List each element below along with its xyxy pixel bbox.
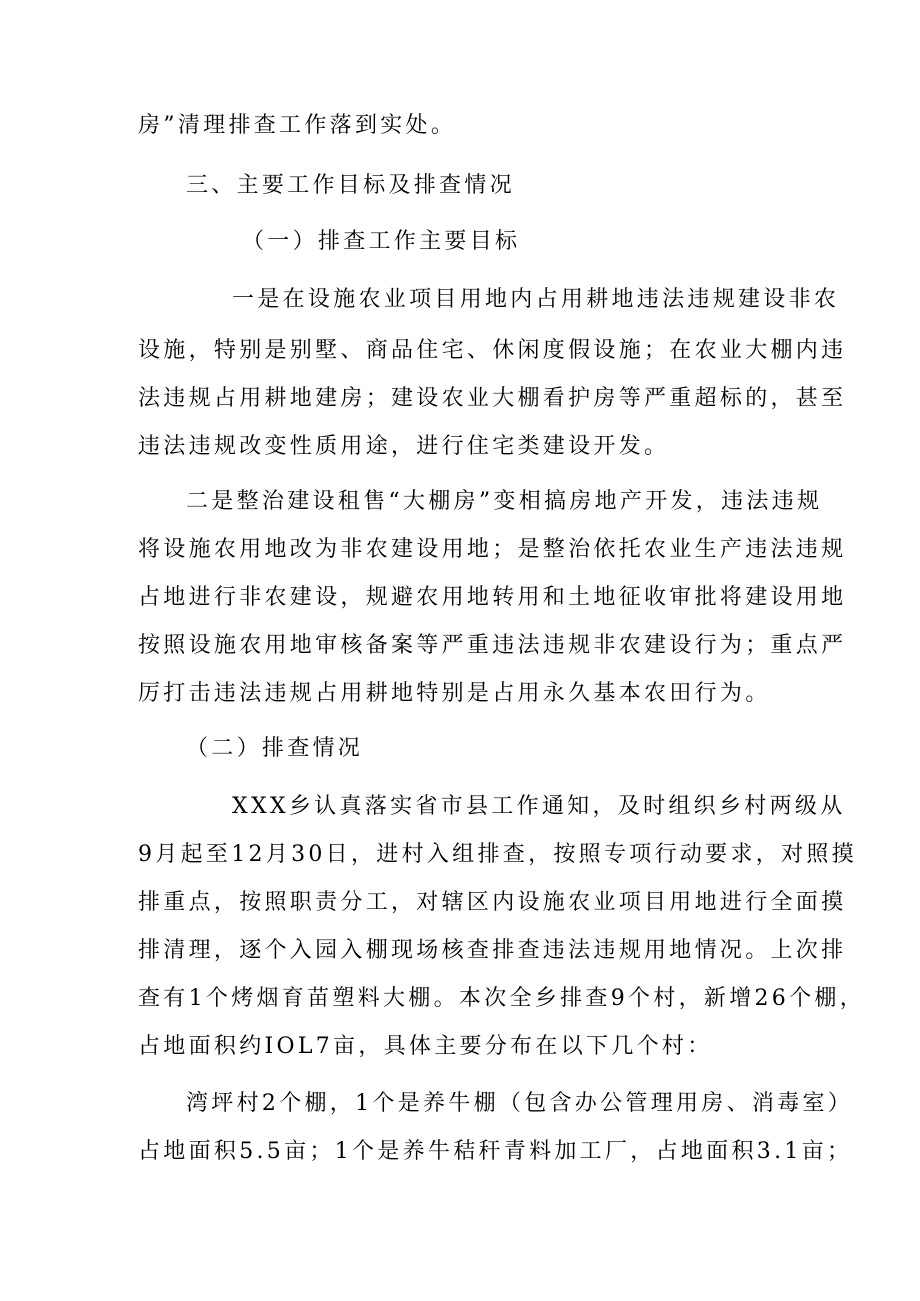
subsection-heading: （二）排查情况 xyxy=(186,736,364,761)
text-line: 占地进行非农建设，规避农用地转用和土地征收审批将建设用地 xyxy=(138,585,847,610)
text-line: 湾坪村2个棚，1个是养牛棚（包含办公管理用房、消毒室） xyxy=(186,1091,854,1116)
text-line: 查有1个烤烟育苗塑料大棚。本次全乡排查9个村，新增26个棚， xyxy=(138,986,865,1011)
text-line: 厉打击违法违规占用耕地特别是占用永久基本农田行为。 xyxy=(138,681,771,706)
text-line: 一是在设施农业项目用地内占用耕地违法违规建设非农 xyxy=(232,287,840,312)
text-line: 设施，特别是别墅、商品住宅、休闲度假设施；在农业大棚内违 xyxy=(138,338,847,363)
text-line: 房”清理排查工作落到实处。 xyxy=(138,113,457,138)
text-line: 排重点，按照职责分工，对辖区内设施农业项目用地进行全面摸 xyxy=(138,890,847,915)
subsection-heading: （一）排查工作主要目标 xyxy=(242,229,521,254)
text-line: 违法违规改变性质用途，进行住宅类建设开发。 xyxy=(138,434,670,459)
text-line: 将设施农用地改为非农建设用地；是整治依托农业生产违法违规 xyxy=(138,537,847,562)
text-line: 法违规占用耕地建房；建设农业大棚看护房等严重超标的，甚至 xyxy=(138,386,847,411)
text-line: 9月起至12月30日，进村入组排查，按照专项行动要求，对照摸 xyxy=(138,842,857,867)
text-line: 按照设施农用地审核备案等严重违法违规非农建设行为；重点严 xyxy=(138,633,847,658)
text-line: XXX乡认真落实省市县工作通知，及时组织乡村两级从 xyxy=(232,794,846,819)
text-line: 排清理，逐个入园入棚现场核查排查违法违规用地情况。上次排 xyxy=(138,938,847,963)
text-line: 占地面积5.5亩；1个是养牛秸秆青料加工厂，占地面积3.1亩； xyxy=(138,1139,853,1164)
section-heading: 三、主要工作目标及排查情况 xyxy=(186,173,515,198)
text-line: 二是整治建设租售“大棚房”变相搞房地产开发，违法违规 xyxy=(186,489,823,514)
text-line: 占地面积约IOL7亩，具体主要分布在以下几个村： xyxy=(138,1034,713,1059)
